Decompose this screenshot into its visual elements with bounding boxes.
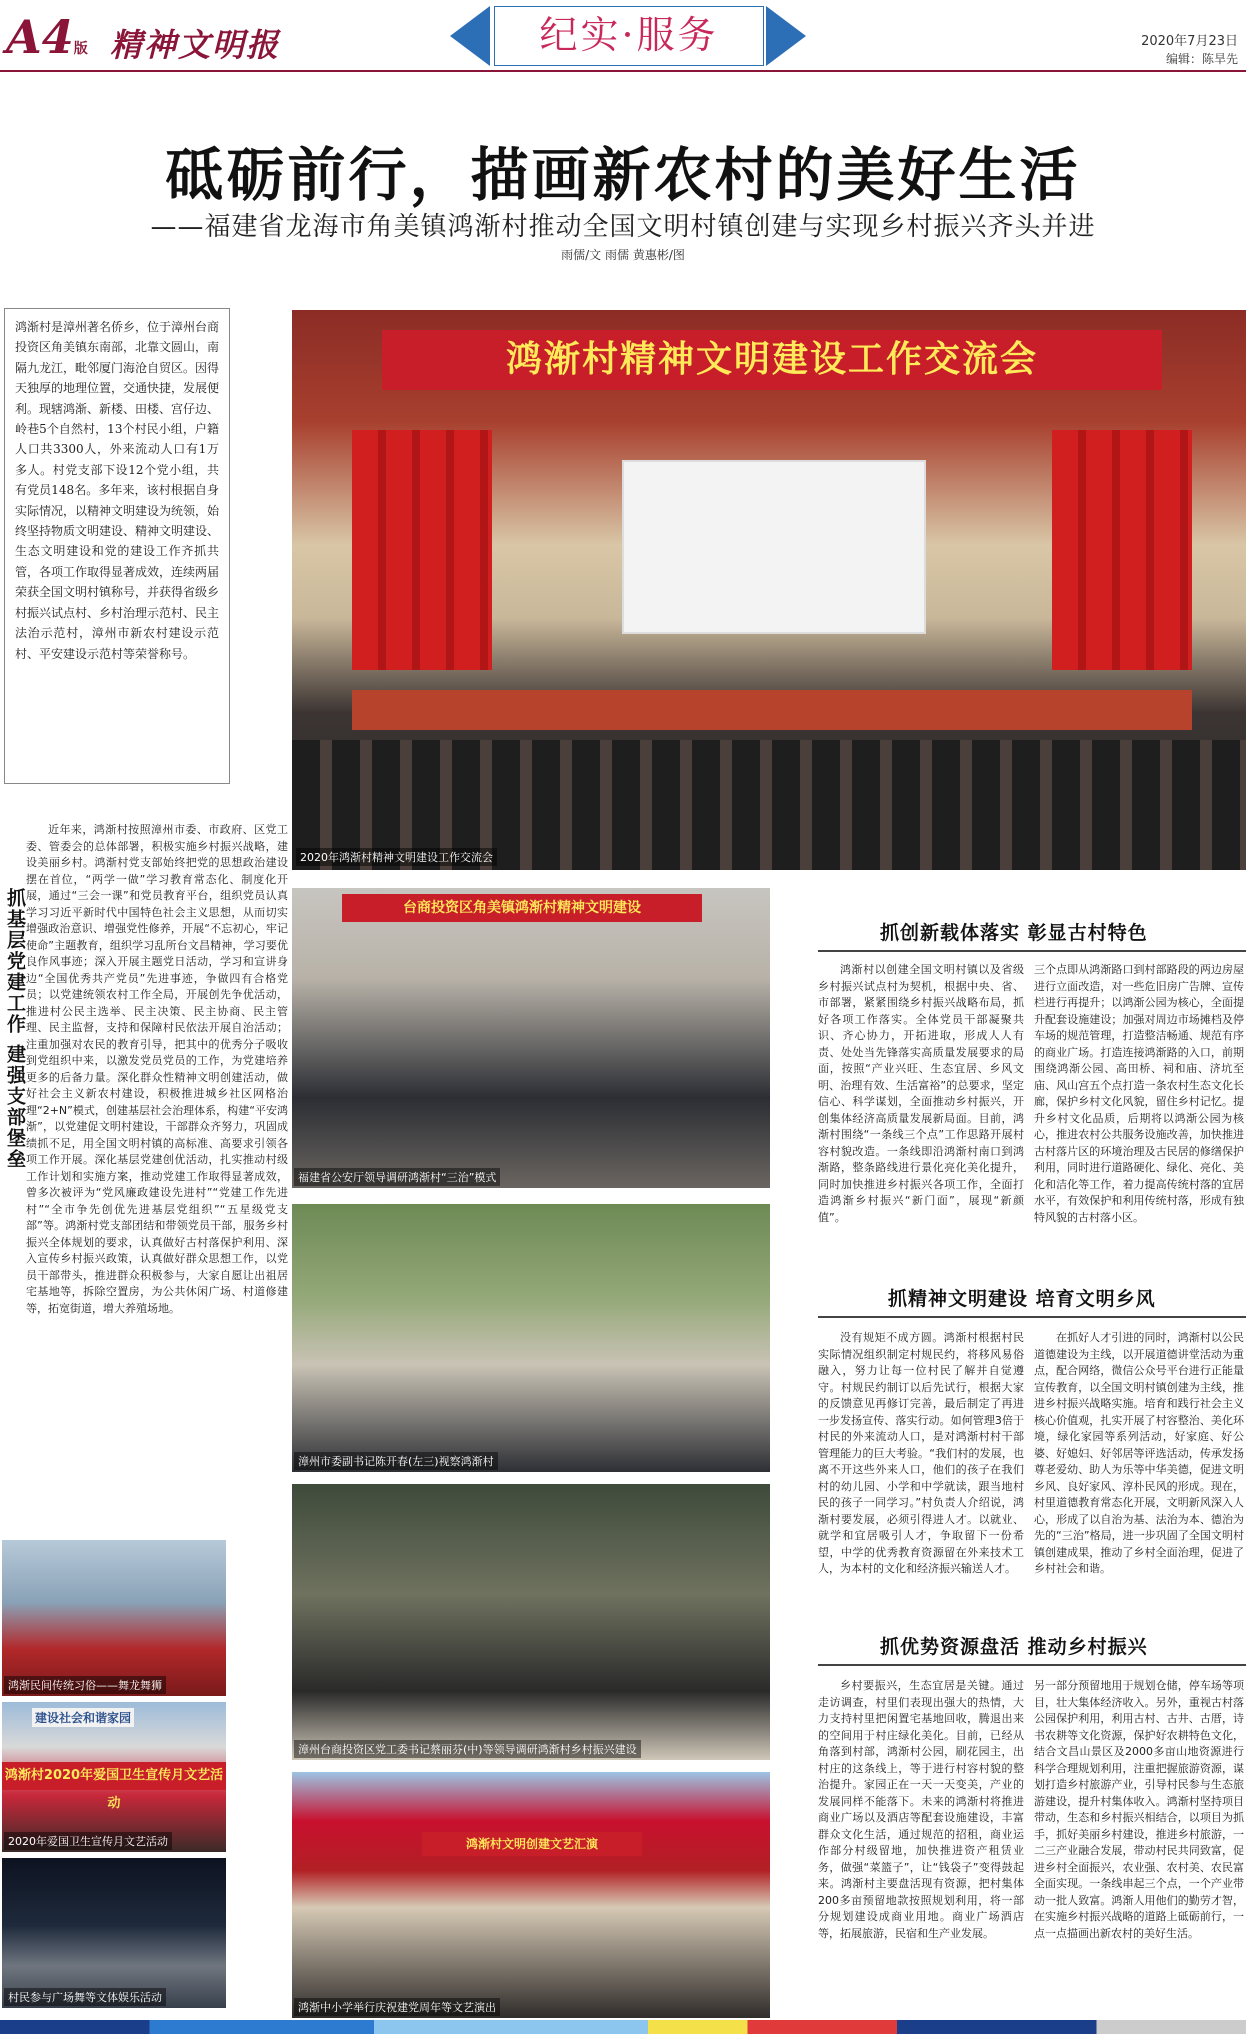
photo-police-visit — [292, 888, 770, 1188]
left-photo-2-caption: 2020年爱国卫生宣传月文艺活动 — [4, 1832, 172, 1850]
headline: 砥砺前行，描画新农村的美好生活 — [165, 141, 1081, 209]
left-photo-health-month — [2, 1702, 226, 1852]
left-photo-3-caption: 村民参与广场舞等文体娱乐活动 — [4, 1988, 166, 2006]
section-header — [450, 6, 806, 66]
section-3-left-text: 乡村要振兴，生态宜居是关键。通过走访调查，村里们表现出强大的热情，大力支持村里把闲置宅基地回收，腾退出来的空间用于村庄绿化美化。目前，已经从角落到村部，鸿渐村公园，刷花园主，出村庄的这条线上，等于进行村容村貌的整治提升。家园正在一天一天变美，产业的发展同样不能落下。未来的鸿渐村将推进商业广场以及酒店等配套设施建设，丰富群众文化生活，通过规范的招租，商业运作部分村级留地，加快推进资产租赁业务，做强“菜篮子”，让“钱袋子”变得鼓起来。鸿渐村主要盘活现有资源，把村集体200多亩预留地款按照规划利用，将一部分规划建设成商业用地。商业广场酒店等，拓展旅游，民宿和生产业发展。 — [818, 1679, 1024, 1940]
arrow-right-icon — [766, 6, 806, 66]
photo-5-banner: 鸿渐村文明创建文艺汇演 — [422, 1832, 642, 1856]
section-2-right-text: 在抓好人才引进的同时，鸿渐村以公民道德建设为主线，以开展道德讲堂活动为重点，配合网络，微信公众号平台进行正能量宣传教育，以全国文明村镇创建为主线，推进乡村振兴战略实施。培育和践行社会主义核心价值观，扎实开展了村容整治、美化环境，绿化家园等系列活动，好家庭、好公婆、好媳妇、好邻居等评选活动，传承发扬尊老爱幼、助人为乐等中华美德，促进文明乡风、良好家风、淳朴民风的形成。现在，村里道德教育常态化开展，文明新风深入人心，形成了以自治为基、法治为本、德治为先的“三治”格局，进一步巩固了全国文明村镇创建成果，推动了乡村全面治理，促进了乡村社会和谐。 — [1034, 1331, 1244, 1575]
projection-screen — [622, 460, 926, 634]
editor-credit: 编辑：陈旱先 — [1165, 52, 1238, 66]
photo-city-inspection — [292, 1204, 770, 1472]
photo-2-banner: 台商投资区角美镇鸿渐村精神文明建设 — [342, 894, 702, 922]
section-title: 纪实·服务 — [494, 6, 764, 66]
section-2-title: 抓精神文明建设 培育文明乡风 — [888, 1288, 1156, 1310]
main-photo-banner: 鸿渐村精神文明建设工作交流会 — [382, 330, 1162, 390]
page-number: A4版 — [6, 10, 88, 64]
sidebar-text: 近年来，鸿渐村按照漳州市委、市政府、区党工委、管委会的总体部署，积极实施乡村振兴战略，建设美丽乡村。鸿渐村党支部始终把党的思想政治建设摆在首位，“两学一做”学习教育常态化、制度化开展，通过“三会一课”和党员教育平台，组织党员认真学习习近平新时代中国特色社会主义思想，从而切实增强政治意识、增强党性修养，开展“不忘初心，牢记使命”主题教育，组织学习乱所台文昌精神，学习要优良作风事迹；深入开展主题党日活动，学习和宣讲身边“全国优秀共产党员”先进事迹，争做四有合格党员；以党建统领农村工作全局，开展创先争优活动，推进村公民主选举、民主决策、民主协商、民主管理、民主监督，支持和保障村民依法开展自治活动；注重加强对农民的教育引导，把其中的优秀分子吸收到党组织中来，以激发党员党员的工作，为党建培养更多的后备力量。深化群众性精神文明创建活动，做好社会主义新农村建设，积极推进城乡社区网格治理“2+N”模式，创建基层社会治理体系，构建“平安鸿渐”，以党建促文明村建设，干部群众齐努力，巩固成绩抓不足，用全国文明村镇的高标准、高要求引领各项工作开展。深化基层党建创优活动，扎实推动村级工作计划和实施方案，推动党建工作取得显著成效，曾多次被评为“党风廉政建设先进村”“党建工作先进村”“全市争先创优先进基层党组织”“五星级党支部”等。鸿渐村党支部团结和带领党员干部，服务乡村振兴全体规划的要求，认真做好古村落保护利用、深入宣传乡村振兴政策，认真做好群众思想工作，以党员干部带头，推进群众积极参与，大家自愿让出祖居宅基地等，拆除空置房，为公共休闲广场、村道修建等，拓宽街道，增大养殖场地。 — [26, 823, 288, 1315]
left-photo-1-caption: 鸿渐民间传统习俗——舞龙舞狮 — [4, 1676, 166, 1694]
masthead-divider — [0, 70, 1246, 72]
flag-group-right — [1052, 430, 1192, 670]
photo-village-tour — [292, 1484, 770, 1760]
section-3-title: 抓优势资源盘活 推动乡村振兴 — [880, 1636, 1148, 1658]
section-1-title: 抓创新载体落实 彰显古村特色 — [880, 922, 1148, 944]
intro-box: 鸿渐村是漳州著名侨乡，位于漳州台商投资区角美镇东南部，北靠文圆山，南隔九龙江，毗邻厦门海沧自贸区。因得天独厚的地理位置，交通快捷，发展便利。现辖鸿渐、新楼、田楼、宫仔边、岭巷5个自然村，13个村民小组，户籍人口共3300人，外来流动人口有1万多人。村党支部下设12个党小组，共有党员148名。多年来，该村根据自身实际情况，以精神文明建设为统领，始终坚持物质文明建设、精神文明建设、生态文明建设和党的建设工作齐抓共管，各项工作取得显著成效，连续两届荣获全国文明村镇称号，并获得省级乡村振兴试点村、乡村治理示范村、民主法治示范村，漳州市新农村建设示范村、平安建设示范村等荣誉称号。 — [4, 308, 230, 784]
section-2-left-text: 没有规矩不成方圆。鸿渐村根据村民实际情况组织制定村规民约，将移风易俗融入，努力让每一位村民了解并自觉遵守。村规民约制订以后先试行，根据大家的反馈意见再修订完善，最后制定了再进一步发扬宣传、落实行动。如何管理3倍于村民的外来流动人口，是对鸿渐村村干部管理能力的巨大考验。“我们村的发展，也离不开这些外来人口，他们的孩子在我们村的幼儿园、小学和中学就读，跟当地村民的孩子一同学习。”村负责人介绍说，鸿渐村要发展，必须引得进人才。以就业、就学和宜居吸引人才，争取留下一份希望，中学的优秀教育资源留在外来技术工人，为本村的文化和经济振兴输送人才。 — [818, 1331, 1024, 1575]
left-photo-dragon-dance — [2, 1540, 226, 1696]
section-3-rule — [818, 1664, 1246, 1666]
photo-4-caption: 漳州台商投资区党工委书记蔡丽芬(中)等领导调研鸿渐村乡村振兴建设 — [294, 1740, 641, 1758]
section-1-rule — [818, 950, 1246, 952]
left-photo-2-banner: 鸿渐村2020年爱国卫生宣传月文艺活动 — [2, 1762, 226, 1790]
head-table — [352, 690, 1192, 730]
byline: 雨儒/文 雨儒 黄惠彬/图 — [561, 248, 685, 262]
section-1-right-text: 三个点即从鸿渐路口到村部路段的两边房屋进行立面改造，对一些危旧房广告牌、宣传栏进行再提升；以鸿渐公园为核心，全面提升配套设施建设；加强对周边市场摊档及停车场的规范管理，打造整洁畅通、规范有序的商业广场。打造连接鸿渐路的入口，前期围绕鸿渐公园、高田桥、祠和庙、济坑至庙、风山宫五个点打造一条农村生态文化长廊，保护乡村文化风貌，留住乡村记忆。提升乡村文化品质，后期将以鸿渐公园为核心，推进农村公共服务设施改善，加快推进古村落片区的环境治理及古民居的修缮保护利用，同时进行道路硬化、绿化、亮化、美化和洁化等工作，着力提高传统村落的宜居水平，有效保护和利用传统村落，形成有独特风貌的古村落小区。 — [1034, 963, 1244, 1224]
photo-performance — [292, 1772, 770, 2018]
issue-date: 2020年7月23日 — [1141, 34, 1238, 49]
arrow-left-icon — [450, 6, 490, 66]
section-2-rule — [818, 1316, 1246, 1318]
subheadline: ——福建省龙海市角美镇鸿渐村推动全国文明村镇创建与实现乡村振兴齐头并进 — [150, 212, 1096, 242]
photo-3-caption: 漳州市委副书记陈开春(左三)视察鸿渐村 — [294, 1452, 498, 1470]
main-photo — [292, 310, 1246, 870]
section-3-right-text: 另一部分预留地用于规划仓储，停车场等项目，壮大集体经济收入。另外，重视古村落公园保护利用，利用古村、古井、古厝，诗书农耕等文化资源，保护好农耕特色文化，结合文昌山景区及2000多亩山地资源进行科学合理规划利用，注重把握旅游资源，谋划打造乡村旅游产业，引导村民参与生态旅游建设，提升村集体收入。鸿渐村坚持项目带动，生态和乡村振兴相结合，以项目为抓手，抓好美丽乡村建设，推进乡村旅游，一二三产业融合发展，带动村民共同致富，促进乡村全面振兴，农业强、农村美、农民富全面实现。一条线串起三个点，一个产业带动一批人致富。鸿渐人用他们的勤劳才智，在实施乡村振兴战略的道路上砥砺前行，一点一点描画出新农村的美好生活。 — [1034, 1679, 1244, 1940]
photo-2-caption: 福建省公安厅领导调研鸿渐村“三治”模式 — [294, 1168, 500, 1186]
main-photo-caption: 2020年鸿渐村精神文明建设工作交流会 — [296, 848, 497, 866]
sidebar-title: 抓基层党建工作 建强支部堡垒 — [4, 888, 26, 1170]
left-photo-square-dance — [2, 1858, 226, 2008]
print-color-bar — [0, 2020, 1246, 2034]
newspaper-name: 精神文明报 — [110, 26, 281, 64]
section-1-left-text: 鸿渐村以创建全国文明村镇以及省级乡村振兴试点村为契机，根据中央、省、市部署，紧紧围绕乡村振兴战略布局，抓好各项工作落实。全体党员干部凝聚共识、齐心协力，开拓进取，形成人人有责、处处当先锋落实高质量发展要求的局面，按照“产业兴旺、生态宜居、乡风文明、治理有效、生活富裕”的总要求，坚定信心、科学谋划，全面推动乡村振兴，开创集体经济高质量发展新局面。目前，鸿渐村围绕“一条线三个点”工作思路开展村容村貌改造。一条线即沿鸿渐村南口到鸿渐路，整条路线进行景化亮化美化提升，同时加快推进乡村振兴各项工作，全面打造鸿渐乡村振兴“新门面”，展现“新颜值”。 — [818, 963, 1024, 1224]
flag-group-left — [352, 430, 492, 670]
photo-5-caption: 鸿渐中小学举行庆祝建党周年等文艺演出 — [294, 1998, 500, 2016]
left-photo-2-sign: 建设社会和谐家园 — [32, 1708, 134, 1727]
